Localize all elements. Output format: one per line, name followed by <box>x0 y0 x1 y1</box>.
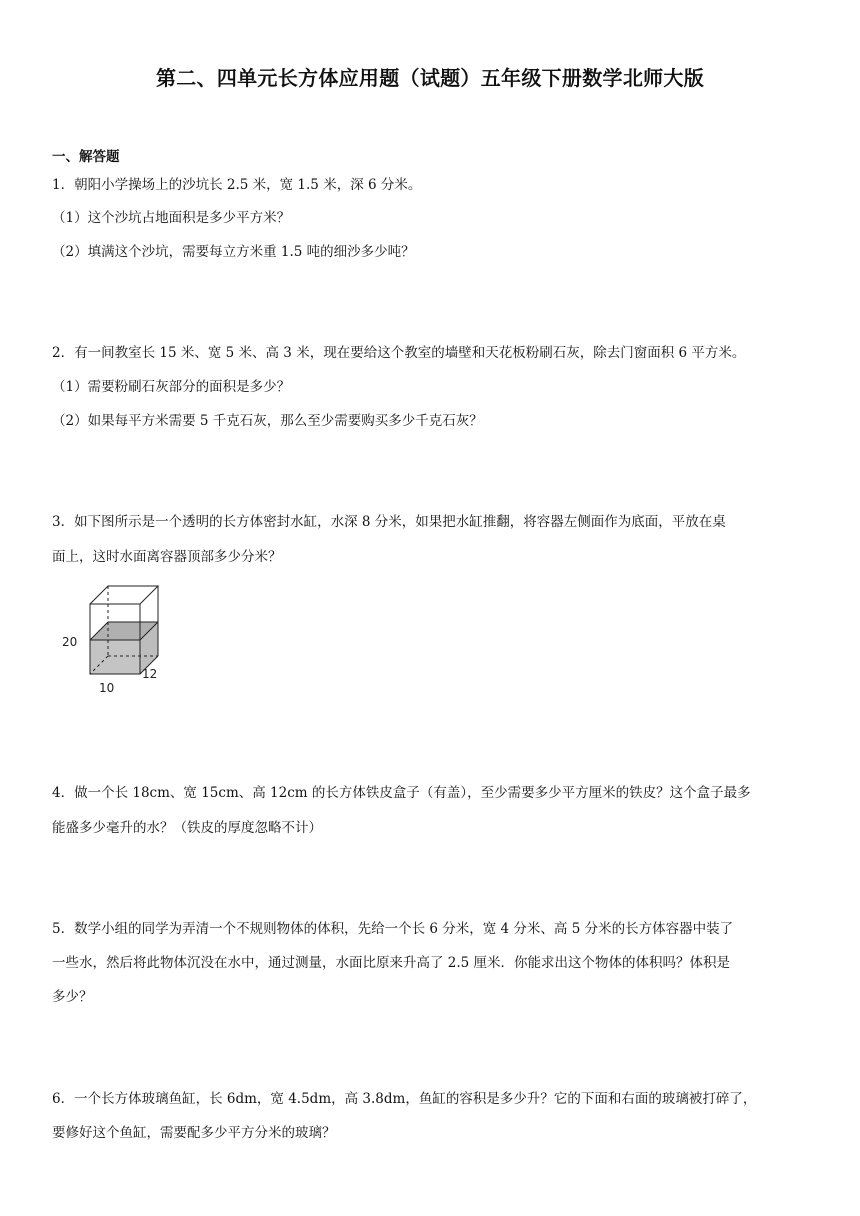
question-3-stem-line-2: 面上，这时水面离容器顶部多少分米？ <box>52 549 282 565</box>
question-2-stem: 2．有一间教室长 15 米、宽 5 米、高 3 米，现在要给这个教室的墙壁和天花板粉刷石灰，除去门窗面积 6 平方米。 <box>52 345 746 361</box>
page-title: 第二、四单元长方体应用题（试题）五年级下册数学北师大版 <box>155 66 705 90</box>
question-4-stem-line-1: 4．做一个长 18cm、宽 15cm、高 12cm 的长方体铁皮盒子（有盖），至少需要多少平方厘米的铁皮？这个盒子最多 <box>52 785 751 801</box>
section-heading: 一、解答题 <box>52 149 120 165</box>
height-label: 20 <box>62 635 78 649</box>
question-1-part-1: （1）这个沙坑占地面积是多少平方米？ <box>52 210 291 226</box>
water-tank-figure <box>58 582 168 697</box>
length-label: 10 <box>99 681 115 695</box>
width-label: 12 <box>142 667 158 681</box>
question-2-part-2: （2）如果每平方米需要 5 千克石灰，那么至少需要购买多少千克石灰？ <box>52 413 483 429</box>
question-3-stem-line-1: 3．如下图所示是一个透明的长方体密封水缸，水深 8 分米，如果把水缸推翻，将容器左侧面作为底面，平放在桌 <box>52 514 726 530</box>
question-4-stem-line-2: 能盛多少毫升的水？（铁皮的厚度忽略不计） <box>52 820 322 836</box>
question-1-stem: 1．朝阳小学操场上的沙坑长 2.5 米，宽 1.5 米，深 6 分米。 <box>52 177 422 193</box>
question-5-stem-line-1: 5．数学小组的同学为弄清一个不规则物体的体积，先给一个长 6 分米，宽 4 分米、高 5 分米的长方体容器中装了 <box>52 921 734 937</box>
tank-top-edges <box>90 586 158 604</box>
question-5-stem-line-3: 多少？ <box>52 989 93 1005</box>
question-1-part-2: （2）填满这个沙坑，需要每立方米重 1.5 吨的细沙多少吨？ <box>52 244 415 260</box>
question-2-part-1: （1）需要粉刷石灰部分的面积是多少？ <box>52 379 291 395</box>
question-6-stem-line-1: 6．一个长方体玻璃鱼缸，长 6dm，宽 4.5dm，高 3.8dm，鱼缸的容积是多少升？它的下面和右面的玻璃被打碎了， <box>52 1091 757 1107</box>
question-5-stem-line-2: 一些水，然后将此物体沉没在水中，通过测量，水面比原来升高了 2.5 厘米．你能求出这个物体的体积吗？体积是 <box>52 955 731 971</box>
water-front-face <box>90 640 140 674</box>
question-6-stem-line-2: 要修好这个鱼缸，需要配多少平方分米的玻璃？ <box>52 1125 336 1141</box>
